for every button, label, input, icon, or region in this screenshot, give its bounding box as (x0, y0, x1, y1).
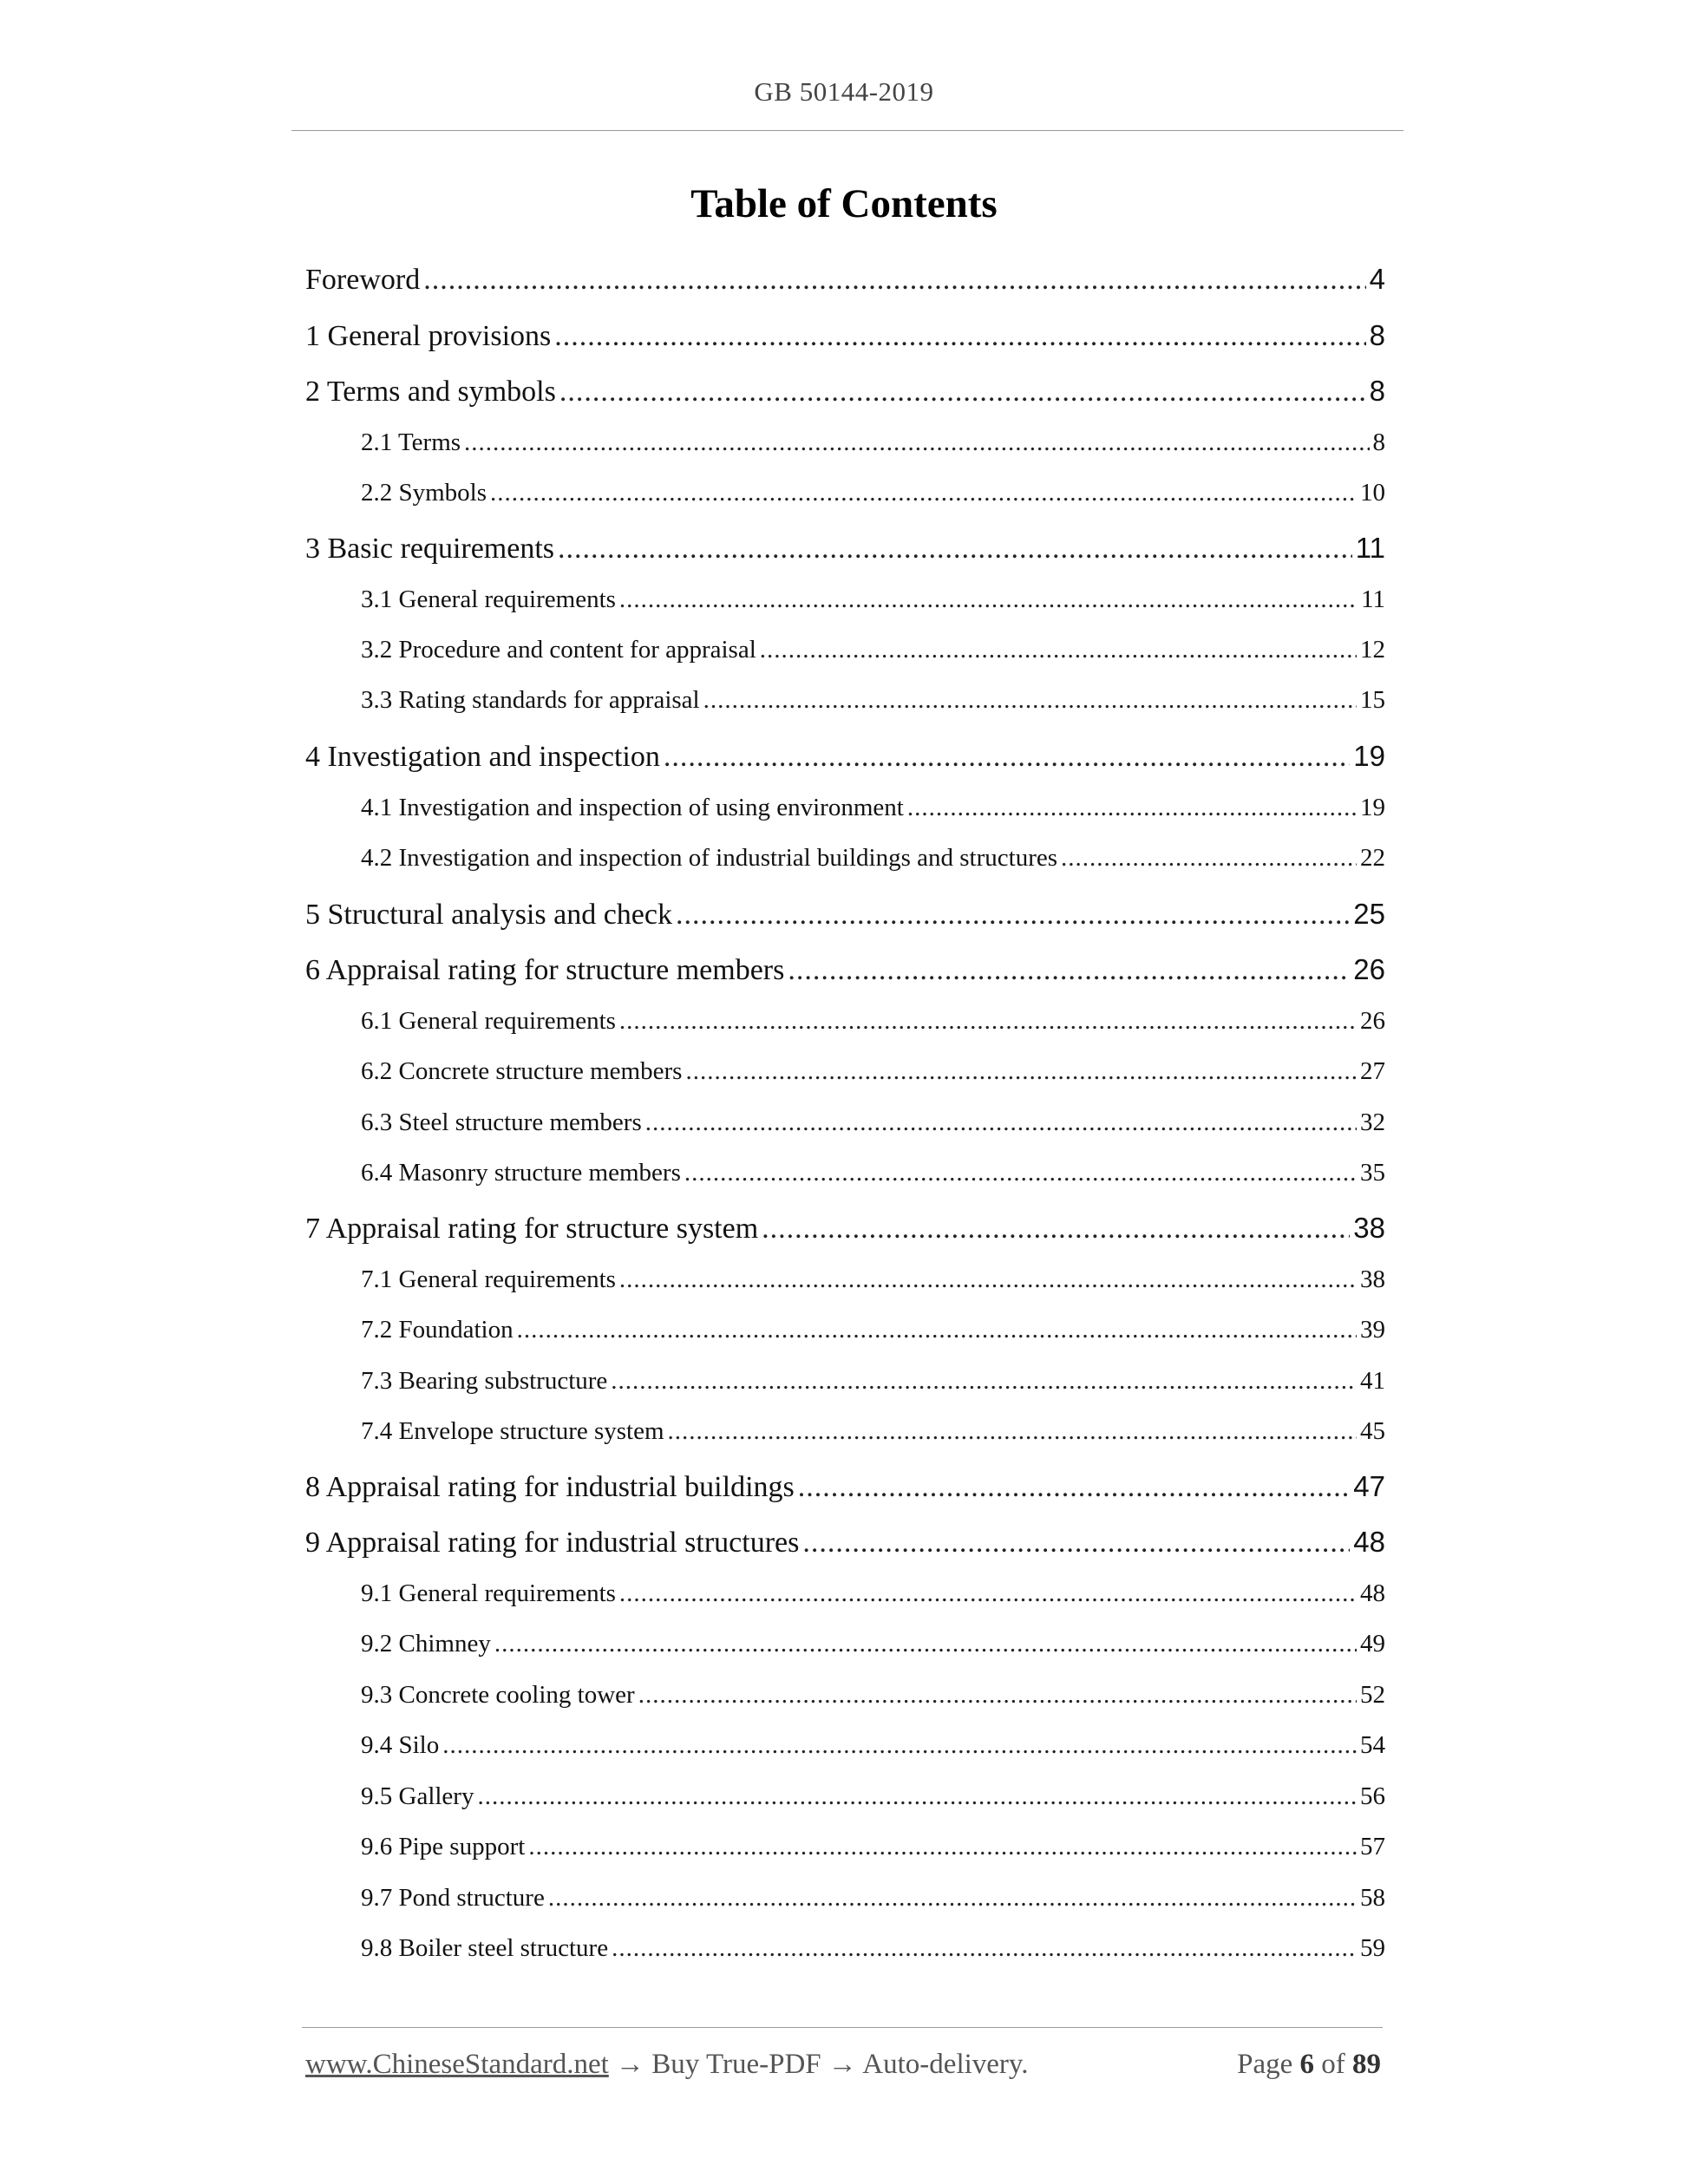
dot-leader (611, 1367, 1357, 1396)
toc-entry[interactable] (361, 479, 1385, 512)
toc-entry-page: 59 (1360, 1934, 1385, 1962)
toc-entry-page: 10 (1360, 479, 1385, 507)
toc-entry-label: 6 Appraisal rating for structure members (305, 954, 785, 986)
current-page-number: 6 (1299, 2049, 1314, 2080)
dot-leader (645, 1108, 1357, 1137)
toc-entry[interactable] (361, 1057, 1385, 1090)
toc-entry-label: 3 Basic requirements (305, 533, 555, 565)
toc-entry[interactable] (361, 1934, 1385, 1967)
toc-entry[interactable] (361, 844, 1385, 877)
toc-entry-label: Foreword (305, 264, 421, 296)
dot-leader (668, 1417, 1357, 1446)
toc-entry-label: 9.2 Chimney (361, 1630, 491, 1658)
toc-entry[interactable] (361, 1731, 1385, 1764)
dot-leader (619, 1579, 1357, 1608)
website-link[interactable]: www.ChineseStandard.net (305, 2049, 609, 2080)
toc-entry-page: 8 (1369, 375, 1385, 407)
toc-entry-page: 27 (1360, 1057, 1385, 1085)
toc-entry-label: 7 Appraisal rating for structure system (305, 1213, 759, 1245)
toc-entry-label: 7.4 Envelope structure system (361, 1417, 664, 1445)
dot-leader (612, 1934, 1357, 1963)
toc-entry-page: 8 (1372, 428, 1385, 456)
toc-entry[interactable] (361, 1681, 1385, 1714)
toc-entry-page: 49 (1360, 1630, 1385, 1658)
toc-entry-label: 9.4 Silo (361, 1731, 440, 1759)
toc-entry-label: 3.1 General requirements (361, 585, 616, 613)
toc-entry-label: 9.1 General requirements (361, 1579, 616, 1607)
dot-leader (517, 1316, 1357, 1344)
dot-leader (494, 1630, 1357, 1658)
toc-entry-page: 38 (1353, 1212, 1385, 1244)
toc-entry[interactable] (305, 375, 1385, 413)
toc-entry-page: 15 (1360, 686, 1385, 714)
toc-entry[interactable] (305, 953, 1385, 991)
dot-leader (423, 264, 1365, 297)
toc-entry-page: 35 (1360, 1159, 1385, 1187)
toc-entry-page: 48 (1360, 1579, 1385, 1607)
of-word: of (1321, 2049, 1345, 2080)
toc-entry-page: 39 (1360, 1316, 1385, 1344)
toc-entry[interactable] (361, 1782, 1385, 1815)
page-indicator (1237, 2049, 1381, 2081)
footer-divider (302, 2027, 1383, 2028)
toc-entry-label: 9.3 Concrete cooling tower (361, 1681, 635, 1709)
toc-entry[interactable] (361, 1630, 1385, 1663)
dot-leader (676, 899, 1350, 932)
toc-entry-label: 9.6 Pipe support (361, 1833, 526, 1860)
toc-entry-label: 6.1 General requirements (361, 1007, 616, 1035)
toc-entry[interactable] (361, 1833, 1385, 1866)
promo-text: → Buy True-PDF → Auto-delivery. (616, 2049, 1029, 2080)
toc-entry-label: 2.1 Terms (361, 428, 461, 456)
dot-leader (907, 794, 1357, 822)
running-header: GB 50144-2019 (754, 76, 934, 107)
dot-leader (442, 1731, 1357, 1760)
dot-leader (638, 1681, 1357, 1710)
toc-entry[interactable] (361, 1265, 1385, 1298)
toc-entry-label: 6.2 Concrete structure members (361, 1057, 683, 1085)
total-pages-number: 89 (1352, 2049, 1381, 2080)
dot-leader (685, 1057, 1357, 1086)
toc-entry-label: 9.8 Boiler steel structure (361, 1934, 609, 1962)
toc-entry[interactable] (361, 428, 1385, 461)
toc-entry-label: 5 Structural analysis and check (305, 899, 672, 931)
toc-entry-page: 48 (1353, 1526, 1385, 1558)
dot-leader (548, 1884, 1357, 1913)
toc-entry-page: 19 (1360, 794, 1385, 821)
toc-entry[interactable] (361, 585, 1385, 618)
dot-leader (684, 1159, 1357, 1187)
footer-promo (305, 2049, 1029, 2081)
toc-entry-label: 6.4 Masonry structure members (361, 1159, 681, 1187)
toc-entry-label: 8 Appraisal rating for industrial buildings (305, 1471, 795, 1503)
toc-entry[interactable] (305, 898, 1385, 936)
toc-entry-page: 25 (1353, 898, 1385, 930)
toc-entry-label: 3.2 Procedure and content for appraisal (361, 636, 756, 664)
toc-entry[interactable] (361, 1417, 1385, 1450)
toc-entry[interactable] (305, 263, 1385, 301)
dot-leader (760, 636, 1357, 664)
toc-entry[interactable] (361, 1159, 1385, 1192)
dot-leader (559, 376, 1366, 409)
toc-entry-label: 3.3 Rating standards for appraisal (361, 686, 700, 714)
toc-entry[interactable] (305, 532, 1385, 570)
toc-entry[interactable] (305, 1526, 1385, 1564)
toc-entry[interactable] (361, 1108, 1385, 1141)
toc-entry-label: 6.3 Steel structure members (361, 1108, 642, 1136)
toc-entry-page: 11 (1361, 585, 1385, 613)
toc-entry-label: 1 General provisions (305, 320, 552, 352)
toc-entry[interactable] (361, 794, 1385, 827)
dot-leader (619, 1265, 1357, 1294)
dot-leader (490, 479, 1357, 507)
toc-entry-page: 41 (1360, 1367, 1385, 1395)
toc-entry-page: 54 (1360, 1731, 1385, 1759)
toc-entry-page: 19 (1353, 740, 1385, 772)
toc-entry-page: 11 (1355, 532, 1385, 564)
toc-entry-page: 57 (1360, 1833, 1385, 1860)
toc-entry-label: 4 Investigation and inspection (305, 741, 660, 773)
dot-leader (703, 686, 1357, 715)
toc-entry[interactable] (305, 1212, 1385, 1250)
dot-leader (798, 1471, 1351, 1504)
toc-entry[interactable] (361, 1007, 1385, 1040)
dot-leader (788, 954, 1350, 987)
dot-leader (464, 428, 1369, 457)
toc-entry-label: 4.2 Investigation and inspection of industrial buildings and structures (361, 844, 1058, 872)
toc-entry-page: 52 (1360, 1681, 1385, 1709)
toc-entry-page: 4 (1369, 263, 1385, 295)
dot-leader (664, 741, 1350, 774)
dot-leader (528, 1833, 1357, 1861)
dot-leader (802, 1527, 1350, 1560)
toc-entry[interactable] (361, 1884, 1385, 1917)
dot-leader (619, 1007, 1357, 1036)
page-word: Page (1237, 2049, 1293, 2080)
toc-entry[interactable] (305, 319, 1385, 357)
toc-entry-page: 26 (1353, 953, 1385, 985)
dot-leader (477, 1782, 1357, 1811)
toc-entry-label: 9.5 Gallery (361, 1782, 474, 1810)
toc-entry-label: 2 Terms and symbols (305, 376, 556, 408)
toc-entry-page: 45 (1360, 1417, 1385, 1445)
page-footer (305, 2049, 1381, 2081)
toc-entry-label: 7.1 General requirements (361, 1265, 616, 1293)
dot-leader (558, 533, 1352, 566)
toc-entry-label: 4.1 Investigation and inspection of using environment (361, 794, 904, 821)
toc-entry[interactable] (361, 1367, 1385, 1400)
toc-entry-label: 9.7 Pond structure (361, 1884, 545, 1912)
dot-leader (1061, 844, 1357, 873)
toc-entry-label: 2.2 Symbols (361, 479, 487, 507)
toc-entry-label: 7.2 Foundation (361, 1316, 514, 1344)
dot-leader (619, 585, 1358, 614)
toc-entry[interactable] (305, 740, 1385, 778)
toc-entry[interactable] (305, 1470, 1385, 1508)
toc-entry-page: 22 (1360, 844, 1385, 872)
dot-leader (762, 1213, 1350, 1246)
toc-entry-page: 38 (1360, 1265, 1385, 1293)
toc-entry[interactable] (361, 1316, 1385, 1349)
toc-entry[interactable] (361, 636, 1385, 669)
toc-entry[interactable] (361, 686, 1385, 719)
toc-entry-page: 12 (1360, 636, 1385, 664)
toc-entry-page: 56 (1360, 1782, 1385, 1810)
toc-entry[interactable] (361, 1579, 1385, 1612)
toc-entry-label: 7.3 Bearing substructure (361, 1367, 608, 1395)
toc-entry-page: 8 (1369, 319, 1385, 351)
dot-leader (554, 320, 1365, 353)
toc-entry-page: 47 (1353, 1470, 1385, 1502)
toc-entry-page: 58 (1360, 1884, 1385, 1912)
toc-entry-page: 32 (1360, 1108, 1385, 1136)
toc-entry-page: 26 (1360, 1007, 1385, 1035)
toc-entry-label: 9 Appraisal rating for industrial structures (305, 1527, 800, 1559)
page-title: Table of Contents (690, 181, 998, 226)
